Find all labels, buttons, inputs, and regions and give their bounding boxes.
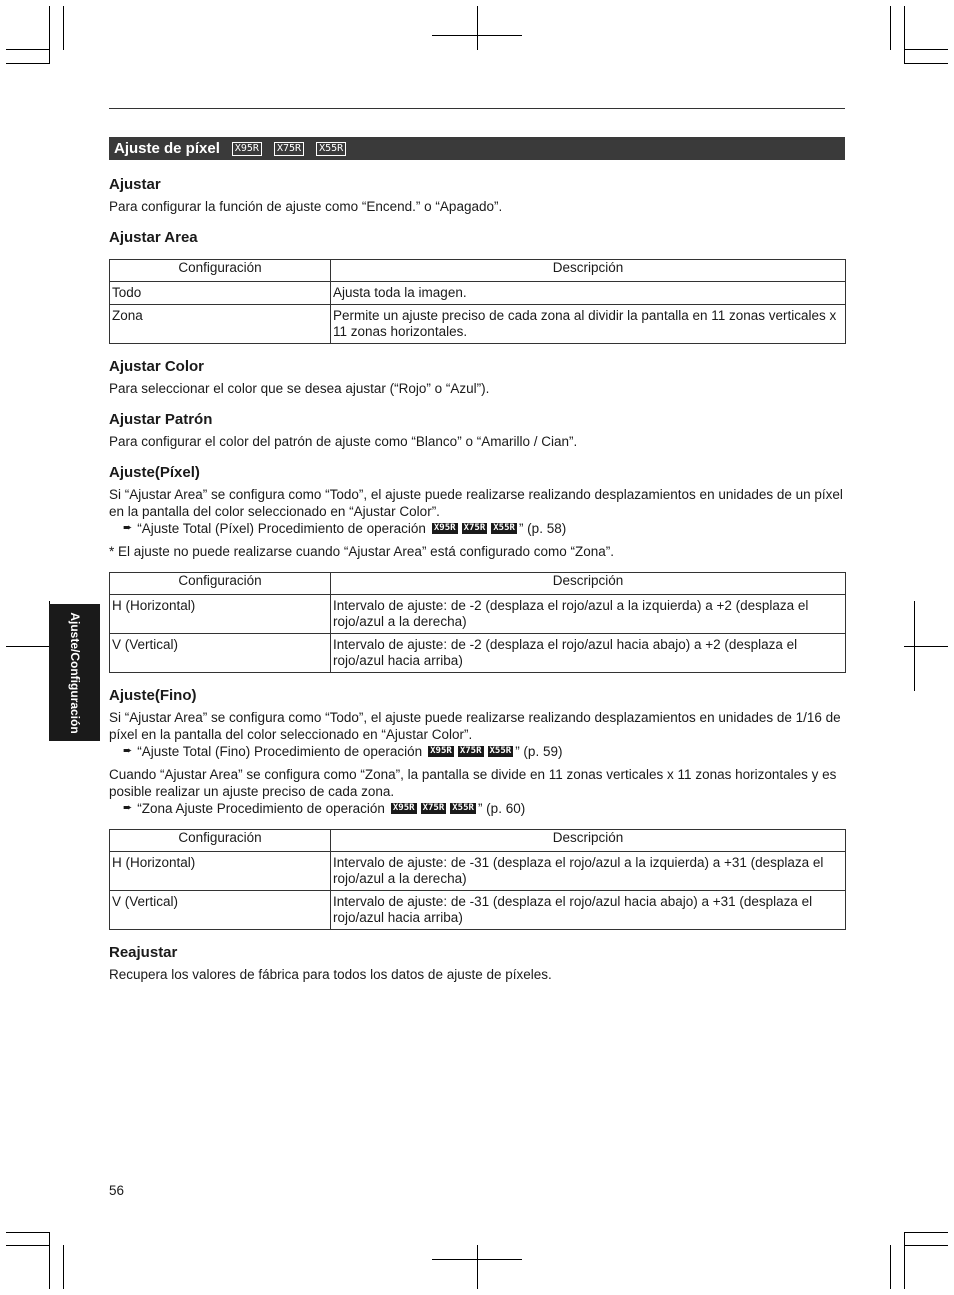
table-header: Configuración [110, 830, 331, 852]
ajustar-area-table [109, 259, 846, 344]
table-cell: V (Vertical) [110, 891, 331, 930]
page-number: 56 [109, 1183, 125, 1198]
page-reference [123, 743, 845, 760]
table-row [110, 634, 846, 673]
ajustar-patron-text: Para configurar el color del patrón de ajuste como “Blanco” o “Amarillo / Cian”. [109, 434, 578, 449]
model-badge: X55R [316, 142, 346, 156]
table-cell: Permite un ajuste preciso de cada zona al dividir la pantalla en 11 zonas verticales x 11 zonas horizontales. [331, 305, 846, 344]
ajustar-heading: Ajustar [109, 176, 161, 193]
main-content [109, 176, 845, 997]
model-badge: X95R [433, 523, 456, 533]
reference-page: ” (p. 59) [515, 744, 563, 759]
ajuste-fino-zona-text: Cuando “Ajustar Area” se configura como “Zona”, la pantalla se divide en 11 zonas verticales x 11 zonas horizontales y es posible realizar un ajuste preciso de cada zona. [109, 767, 837, 799]
table-cell: Intervalo de ajuste: de -31 (desplaza el rojo/azul hacia abajo) a +31 (desplaza el rojo/azul hacia arriba) [331, 891, 846, 930]
arrow-right-icon: ➨ [123, 522, 133, 534]
ajustar-patron-section [109, 411, 845, 450]
table-row [110, 595, 846, 634]
arrow-right-icon: ➨ [123, 802, 133, 814]
reference-text: “Zona Ajuste Procedimiento de operación [137, 801, 385, 816]
reference-page: ” (p. 58) [518, 521, 567, 536]
model-badge: X75R [463, 523, 486, 533]
reference-text: “Ajuste Total (Píxel) Procedimiento de operación [137, 521, 426, 536]
ajustar-area-heading: Ajustar Area [109, 229, 198, 246]
table-header: Descripción [331, 573, 846, 595]
table-header: Descripción [331, 830, 846, 852]
ajuste-pixel-table [109, 572, 846, 673]
model-badge: X75R [274, 142, 304, 156]
ajuste-fino-table [109, 829, 846, 930]
reference-page: ” (p. 60) [477, 801, 526, 816]
reajustar-heading: Reajustar [109, 944, 178, 961]
ajustar-section [109, 176, 845, 215]
model-badge: X95R [232, 142, 262, 156]
table-header: Configuración [110, 260, 331, 282]
table-cell: Intervalo de ajuste: de -2 (desplaza el rojo/azul hacia abajo) a +2 (desplaza el rojo/azul hacia arriba) [331, 634, 846, 673]
model-badge: X55R [452, 803, 474, 813]
ajustar-color-heading: Ajustar Color [109, 358, 205, 375]
table-header: Configuración [110, 573, 331, 595]
model-badge: X75R [459, 746, 482, 756]
reajustar-section [109, 944, 845, 983]
reference-text: “Ajuste Total (Fino) Procedimiento de operación [137, 744, 423, 759]
table-cell: H (Horizontal) [110, 595, 331, 634]
side-tab [49, 604, 100, 741]
table-header: Descripción [331, 260, 846, 282]
note-text: * El ajuste no puede realizarse cuando “Ajustar Area” está configurado como “Zona”. [109, 544, 615, 559]
table-cell: Todo [110, 282, 331, 305]
ajuste-fino-heading: Ajuste(Fino) [109, 687, 197, 704]
table-cell: Zona [110, 305, 331, 344]
table-cell: Ajusta toda la imagen. [331, 282, 846, 305]
table-cell: Intervalo de ajuste: de -2 (desplaza el rojo/azul a la izquierda) a +2 (desplaza el rojo/azul a la derecha) [331, 595, 846, 634]
table-cell: Intervalo de ajuste: de -31 (desplaza el rojo/azul a la izquierda) a +31 (desplaza el rojo/azul a la derecha) [331, 852, 846, 891]
table-cell: V (Vertical) [110, 634, 331, 673]
model-badge: X55R [493, 523, 515, 533]
table-row [110, 852, 846, 891]
ajustar-patron-heading: Ajustar Patrón [109, 411, 213, 428]
reajustar-text: Recupera los valores de fábrica para todos los datos de ajuste de píxeles. [109, 967, 552, 982]
ajuste-fino-section [109, 687, 845, 930]
table-row [110, 305, 846, 344]
table-cell: H (Horizontal) [110, 852, 331, 891]
arrow-right-icon: ➨ [123, 745, 133, 757]
model-badge: X75R [422, 803, 445, 813]
top-rule [109, 108, 845, 109]
ajustar-color-text: Para seleccionar el color que se desea ajustar (“Rojo” o “Azul”). [109, 381, 490, 396]
ajuste-fino-text: Si “Ajustar Area” se configura como “Todo”, el ajuste puede realizarse realizando desplazamientos en unidades de 1/16 de píxel en la pantalla del color seleccionado en “Ajustar Color”. [109, 710, 841, 742]
ajuste-pixel-text: Si “Ajustar Area” se configura como “Todo”, el ajuste puede realizarse realizando desplazamientos en unidades de un píxel en la pantalla del color seleccionado en “Ajustar Color”. [109, 487, 843, 519]
table-row [110, 282, 846, 305]
section-title: Ajuste de píxel [114, 140, 220, 157]
ajustar-text: Para configurar la función de ajuste como “Encend.” o “Apagado”. [109, 199, 503, 214]
table-row [110, 891, 846, 930]
page-reference [123, 520, 845, 537]
ajustar-area-section [109, 229, 845, 344]
model-badge: X95R [392, 803, 415, 813]
ajuste-pixel-heading: Ajuste(Píxel) [109, 464, 200, 481]
section-header [109, 137, 845, 160]
page-reference [123, 800, 845, 817]
ajuste-pixel-section [109, 464, 845, 673]
model-badge: X55R [489, 746, 512, 756]
ajustar-color-section [109, 358, 845, 397]
side-tab-label: Ajuste/Configuración [67, 611, 82, 734]
model-badge: X95R [430, 746, 452, 756]
